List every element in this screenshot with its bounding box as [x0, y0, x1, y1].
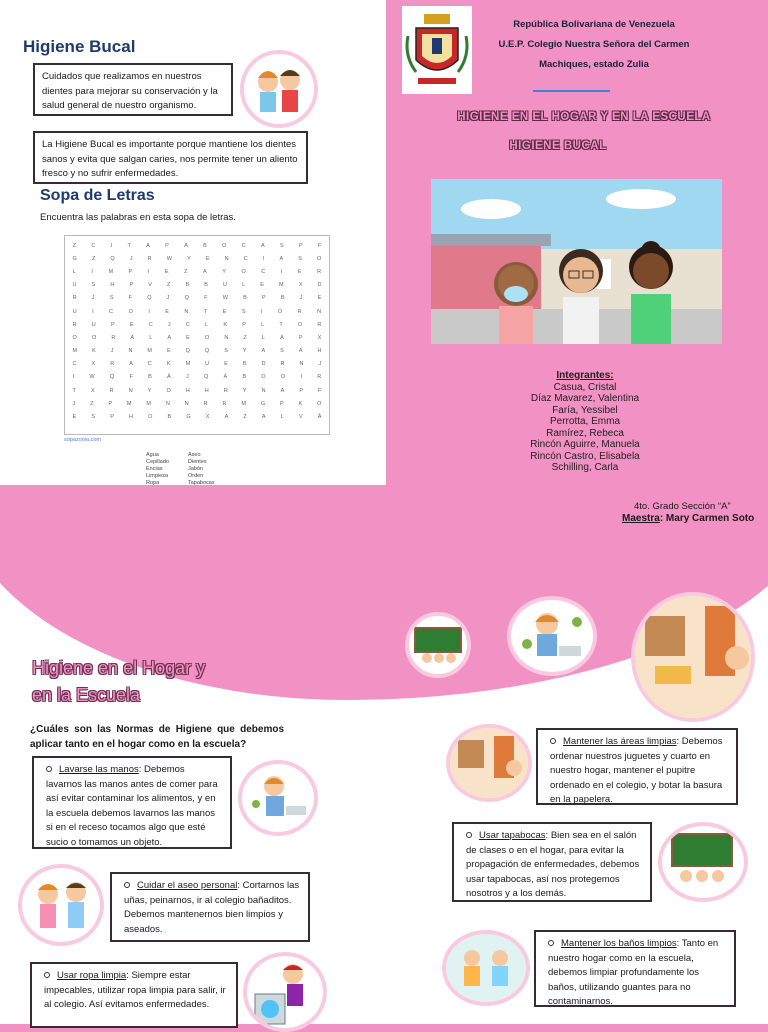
grid-letter[interactable]: Q	[203, 374, 209, 381]
grid-letter[interactable]: I	[110, 242, 113, 249]
grid-letter[interactable]: F	[317, 242, 322, 249]
grid-letter[interactable]: W	[222, 295, 228, 302]
bullet-icon	[44, 972, 50, 978]
grid-letter[interactable]: O	[241, 268, 246, 275]
grid-letter[interactable]: S	[241, 308, 246, 315]
norm-label: Lavarse las manos	[59, 764, 139, 775]
grid-letter[interactable]: Z	[167, 282, 171, 289]
grid-letter[interactable]: R	[223, 387, 228, 394]
grid-letter[interactable]: Y	[187, 255, 191, 262]
cover-subtitle: HIGIENE BUCAL	[509, 140, 607, 152]
grid-letter[interactable]: L	[149, 334, 153, 341]
grid-letter[interactable]: A	[203, 268, 207, 275]
laundry-image	[243, 952, 327, 1032]
member-name: Schilling, Carla	[551, 462, 619, 473]
grid-letter[interactable]: A	[129, 361, 133, 368]
grid-letter[interactable]: B	[203, 242, 207, 249]
grid-letter[interactable]: P	[298, 334, 303, 341]
cover-title: HIGIENE EN EL HOGAR Y EN LA ESCUELA	[457, 111, 711, 123]
grid-letter[interactable]: U	[205, 361, 210, 368]
bathroom-image	[442, 930, 530, 1006]
bullet-icon	[466, 832, 472, 838]
member-name: Rincón Castro, Elisabela	[530, 450, 640, 462]
norms-question: ¿Cuáles son las Normas de Higiene que debemos aplicar tanto en el hogar como en la escuela?	[30, 724, 284, 750]
grid-letter[interactable]: N	[317, 308, 322, 315]
grid-letter[interactable]: I	[148, 308, 150, 315]
section-title-higiene-bucal: Higiene Bucal	[23, 37, 136, 56]
grid-letter[interactable]: C	[241, 242, 246, 249]
grid-letter[interactable]: E	[186, 334, 190, 341]
grid-letter[interactable]: S	[109, 295, 114, 302]
classroom-mask-small-image	[658, 822, 748, 902]
grid-letter[interactable]: J	[185, 374, 189, 381]
hand-washing-small-image	[238, 760, 318, 836]
grid-letter[interactable]: Z	[72, 242, 77, 249]
grid-letter[interactable]: Z	[243, 414, 247, 421]
grid-letter[interactable]: V	[298, 414, 303, 421]
grid-letter[interactable]: E	[164, 268, 169, 275]
grid-letter[interactable]: A	[298, 348, 303, 355]
grid-letter[interactable]: N	[184, 308, 189, 315]
grid-letter[interactable]: I	[280, 268, 283, 275]
teacher-line	[622, 513, 754, 524]
grid-letter[interactable]: C	[148, 321, 153, 328]
grid-row	[65, 345, 329, 358]
grid-letter[interactable]: O	[91, 334, 97, 341]
grid-letter[interactable]: S	[280, 348, 284, 355]
norm-box-hand-washing	[32, 756, 232, 849]
norm-box-personal-care	[110, 872, 310, 942]
grid-letter[interactable]: H	[317, 348, 322, 355]
grid-letter[interactable]: K	[298, 400, 303, 407]
grid-row	[65, 331, 329, 344]
grid-letter[interactable]: P	[165, 242, 169, 249]
grid-letter[interactable]: P	[242, 321, 246, 328]
grid-letter[interactable]: M	[126, 400, 132, 407]
grid-letter[interactable]: J	[110, 348, 114, 355]
norm-label: Mantener las áreas limpias	[563, 736, 677, 747]
grid-letter[interactable]: B	[185, 282, 190, 289]
word-item: Dientes	[188, 459, 207, 465]
norm-text: : Bien sea en el salón de clases o en el hogar, para evitar la propagación de enfermedades, debemos usar tapabocas, así nos protegemos nosotros y a los demás.	[466, 830, 640, 899]
grid-letter[interactable]: F	[129, 374, 133, 381]
grid-row	[65, 371, 329, 384]
grid-letter[interactable]: A	[146, 242, 150, 249]
grid-letter[interactable]: K	[92, 348, 96, 355]
grid-letter[interactable]: X	[317, 334, 322, 341]
member-name: Casua, Cristal	[553, 381, 617, 393]
grid-letter[interactable]: I	[262, 255, 265, 262]
grid-letter[interactable]: P	[298, 242, 303, 249]
grid-letter[interactable]: O	[166, 387, 171, 394]
grid-letter[interactable]: P	[128, 268, 133, 275]
grid-letter[interactable]: R	[72, 321, 77, 328]
grid-letter[interactable]: M	[279, 282, 284, 289]
grid-letter[interactable]: J	[318, 361, 322, 368]
grid-letter[interactable]: L	[280, 414, 284, 421]
grid-letter[interactable]: T	[72, 387, 76, 394]
grid-letter[interactable]: U	[72, 308, 77, 315]
grid-letter[interactable]: E	[224, 361, 228, 368]
grid-letter[interactable]: Z	[90, 400, 94, 407]
grid-letter[interactable]: B	[280, 295, 285, 302]
grid-letter[interactable]: P	[261, 295, 266, 302]
grid-letter[interactable]: H	[110, 282, 115, 289]
grid-letter[interactable]: C	[109, 308, 114, 315]
grid-letter[interactable]: T	[127, 242, 131, 249]
grid-letter[interactable]: P	[110, 414, 114, 421]
grid-letter[interactable]: H	[129, 414, 133, 421]
grid-letter[interactable]: M	[72, 348, 78, 355]
grid-letter[interactable]: Q	[110, 255, 115, 262]
grid-row	[65, 305, 329, 318]
grid-letter[interactable]: I	[92, 308, 94, 315]
word-item: Ropa	[146, 480, 160, 486]
grid-letter[interactable]: Q	[147, 295, 152, 302]
puzzle-title: Sopa de Letras	[40, 187, 155, 204]
grid-row	[65, 265, 329, 278]
grid-letter[interactable]: J	[72, 400, 76, 407]
grid-row	[65, 318, 329, 331]
grid-letter[interactable]: C	[147, 361, 152, 368]
grid-letter[interactable]: W	[89, 374, 95, 381]
grid-letter[interactable]: I	[260, 308, 263, 315]
grid-letter[interactable]: X	[205, 414, 210, 421]
grid-letter[interactable]: M	[108, 268, 114, 275]
grid-letter[interactable]: Á	[223, 374, 228, 381]
word-item: Agua	[146, 452, 159, 458]
grid-letter[interactable]: O	[222, 242, 227, 249]
grid-letter[interactable]: Q	[184, 295, 189, 302]
grid-letter[interactable]: J	[129, 255, 133, 262]
header-line: República Bolivariana de Venezuela	[513, 19, 675, 30]
grid-letter[interactable]: O	[297, 321, 303, 328]
grid-letter[interactable]: L	[72, 268, 76, 275]
grid-letter[interactable]: H	[185, 387, 190, 394]
grid-letter[interactable]: O	[128, 308, 133, 315]
grid-letter[interactable]: G	[260, 400, 266, 407]
grid-letter[interactable]: P	[299, 387, 303, 394]
word-item: Tapabocas	[188, 480, 215, 486]
school-header	[474, 15, 714, 75]
header-divider	[533, 90, 610, 92]
grid-letter[interactable]: K	[223, 321, 227, 328]
norm-label: Usar ropa limpia	[57, 970, 127, 981]
word-list-1	[146, 452, 169, 487]
grid-letter[interactable]: B	[148, 374, 152, 381]
grid-letter[interactable]: O	[148, 414, 153, 421]
grid-letter[interactable]: C	[185, 321, 190, 328]
grid-letter[interactable]: I	[300, 374, 303, 381]
grid-letter[interactable]: J	[91, 295, 95, 302]
grid-letter[interactable]: R	[297, 308, 302, 315]
grid-letter[interactable]: Q	[109, 374, 115, 381]
grid-letter[interactable]: F	[318, 387, 322, 394]
grid-letter[interactable]: L	[242, 282, 246, 289]
norm-text: : Siempre estar impecables, utilizar ropa limpia para salir, ir al colegio. Así evitamos enfermedades.	[44, 970, 226, 1010]
norm-label: Mantener los baños limpios	[561, 938, 677, 949]
grid-letter[interactable]: K	[166, 361, 171, 368]
grid-letter[interactable]: O	[317, 400, 322, 407]
grid-letter[interactable]: C	[72, 361, 77, 368]
grid-letter[interactable]: U	[223, 282, 227, 289]
header-line: U.E.P. Colegio Nuestra Señora del Carmen	[498, 39, 690, 50]
word-item: Cepillado	[146, 459, 169, 465]
puzzle-instructions: Encuentra las palabras en esta sopa de letras.	[40, 212, 236, 223]
grid-letter[interactable]: Y	[222, 268, 226, 275]
grid-letter[interactable]: N	[224, 255, 229, 262]
members-list	[470, 370, 700, 474]
grid-letter[interactable]: O	[72, 334, 77, 341]
grid-letter[interactable]: Á	[317, 414, 322, 421]
teacher-name: : Mary Carmen Soto	[659, 513, 755, 524]
grid-letter[interactable]: C	[243, 255, 248, 262]
grid-letter[interactable]: A	[280, 334, 284, 341]
grid-letter[interactable]: O	[317, 255, 322, 262]
grid-letter[interactable]: F	[204, 295, 208, 302]
grid-letter[interactable]: E	[222, 308, 227, 315]
grid-letter[interactable]: N	[299, 361, 304, 368]
grid-letter[interactable]: N	[261, 387, 266, 394]
norm-box-clean-areas	[536, 728, 738, 805]
grid-letter[interactable]: E	[260, 282, 264, 289]
word-search-grid[interactable]	[64, 235, 330, 435]
grid-letter[interactable]: A	[261, 348, 266, 355]
grid-letter[interactable]: J	[299, 295, 303, 302]
grid-letter[interactable]: R	[111, 334, 116, 341]
member-name: Perrotta, Emma	[549, 416, 621, 427]
grid-row	[65, 384, 329, 397]
grid-letter[interactable]: Á	[167, 374, 171, 381]
grid-letter[interactable]: P	[280, 400, 284, 407]
bullet-icon	[548, 940, 554, 946]
grid-letter[interactable]: V	[148, 282, 152, 289]
classroom-mask-image	[405, 612, 471, 678]
grid-letter[interactable]: E	[317, 295, 322, 302]
grid-letter[interactable]: O	[277, 308, 283, 315]
messy-room-image	[631, 592, 755, 722]
grid-letter[interactable]: N	[165, 400, 170, 407]
hand-washing-image	[507, 596, 597, 676]
grid-letter[interactable]: E	[129, 321, 134, 328]
norm-label: Usar tapabocas	[479, 830, 546, 841]
grid-row	[65, 410, 329, 423]
grid-row	[65, 239, 329, 252]
school-crest-logo	[402, 6, 472, 94]
grid-row	[65, 397, 329, 410]
definition-box: Cuidados que realizamos en nuestros dientes para mejorar su conservación y la salud general de nuestro organismo.	[33, 63, 233, 116]
grid-letter[interactable]: Y	[242, 387, 247, 394]
member-name: Díaz Mavarez, Valentina	[530, 393, 640, 404]
word-list-2	[188, 452, 215, 487]
grid-letter[interactable]: Z	[91, 255, 96, 262]
grid-letter[interactable]: T	[203, 308, 208, 315]
grid-letter[interactable]: N	[184, 400, 189, 407]
grid-letter[interactable]: Z	[184, 268, 188, 275]
grid-letter[interactable]: D	[317, 282, 322, 289]
grid-letter[interactable]: A	[184, 242, 188, 249]
grid-letter[interactable]: L	[261, 321, 265, 328]
grid-letter[interactable]: A	[261, 414, 266, 421]
grid-letter[interactable]: B	[204, 282, 208, 289]
grid-letter[interactable]: S	[91, 414, 96, 421]
grid-letter[interactable]: A	[224, 414, 229, 421]
header-line: Machiques, estado Zulia	[539, 59, 649, 70]
grid-letter[interactable]: E	[297, 268, 302, 275]
school-children-image	[431, 179, 722, 344]
grid-letter[interactable]: I	[72, 374, 75, 381]
grid-letter[interactable]: B	[242, 361, 247, 368]
grid-letter[interactable]: M	[147, 348, 153, 355]
grid-letter[interactable]: B	[243, 295, 247, 302]
grid-letter[interactable]: R	[280, 361, 285, 368]
grid-letter[interactable]: M	[146, 400, 151, 407]
grid-letter[interactable]: J	[166, 295, 170, 302]
word-item: Aseo	[188, 452, 201, 458]
grid-row	[65, 358, 329, 371]
grid-letter[interactable]: Q	[204, 348, 210, 355]
grid-letter[interactable]: T	[279, 321, 283, 328]
norm-text: : Debemos lavarnos las manos antes de comer para así evitar contaminar los alimentos, y en la escuela debemos lavarnos las manos si en el receso tocamos algo que esté sucio o tomamos un objeto.	[46, 764, 218, 848]
grid-letter[interactable]: E	[72, 414, 77, 421]
grid-letter[interactable]: Y	[242, 348, 247, 355]
members-label: Integrantes:	[556, 370, 614, 381]
grid-letter[interactable]: R	[317, 268, 322, 275]
grid-letter[interactable]: U	[72, 282, 77, 289]
importance-box: La Higiene Bucal es importante porque mantiene los dientes sanos y evita que salgan caries, nos permite tener un aliento fresco y no sufrir enfermedades.	[33, 131, 308, 184]
puzzle-source: sopazonia.com	[64, 437, 101, 443]
grid-letter[interactable]: R	[317, 374, 322, 381]
grid-letter[interactable]: R	[109, 387, 114, 394]
grid-letter[interactable]: L	[261, 334, 265, 341]
norm-box-clean-bathrooms	[534, 930, 736, 1007]
grid-letter[interactable]: R	[72, 295, 77, 302]
norm-box-masks	[452, 822, 652, 902]
grid-letter[interactable]: O	[261, 374, 266, 381]
grid-letter[interactable]: P	[110, 321, 115, 328]
norm-label: Cuidar el aseo personal	[137, 880, 238, 891]
member-name: Ramírez, Rebeca	[546, 427, 624, 439]
member-name: Faría, Yessibel	[552, 404, 618, 416]
grid-letter[interactable]: B	[242, 374, 247, 381]
kids-grooming-image	[18, 864, 104, 946]
grid-letter[interactable]: C	[261, 268, 266, 275]
grid-letter[interactable]: O	[280, 374, 286, 381]
grid-letter[interactable]: B	[167, 414, 172, 421]
grid-letter[interactable]: N	[224, 334, 229, 341]
grid-letter[interactable]: U	[91, 321, 96, 328]
grid-letter[interactable]: E	[205, 255, 210, 262]
grid-letter[interactable]: M	[185, 361, 191, 368]
grid-letter[interactable]: X	[298, 282, 303, 289]
grid-letter[interactable]: L	[205, 321, 209, 328]
grid-letter[interactable]: R	[203, 400, 208, 407]
grid-letter[interactable]: Y	[147, 387, 152, 394]
grid-letter[interactable]: E	[165, 308, 169, 315]
grid-letter[interactable]: P	[129, 282, 134, 289]
grid-letter[interactable]: C	[91, 242, 96, 249]
inner-title-line: Higiene en el Hogar y	[32, 658, 206, 678]
grid-letter[interactable]: S	[224, 348, 228, 355]
grid-letter[interactable]: Z	[243, 334, 247, 341]
grid-letter[interactable]: N	[128, 348, 133, 355]
grid-letter[interactable]: S	[298, 255, 302, 262]
grid-letter[interactable]: N	[128, 387, 133, 394]
grid-letter[interactable]: J	[167, 321, 171, 328]
grid-letter[interactable]: R	[110, 361, 115, 368]
grid-letter[interactable]: X	[91, 361, 96, 368]
grid-letter[interactable]: G	[72, 255, 77, 262]
grid-letter[interactable]: M	[241, 400, 246, 407]
grade-section: 4to. Grado Sección “A”	[634, 501, 731, 512]
grid-letter[interactable]: G	[186, 414, 191, 421]
grid-letter[interactable]: R	[222, 400, 227, 407]
grid-letter[interactable]: P	[108, 400, 113, 407]
tidy-room-image	[446, 724, 532, 802]
inner-title	[32, 655, 205, 709]
grid-letter[interactable]: Q	[185, 348, 190, 355]
grid-row	[65, 252, 329, 265]
bullet-icon	[550, 738, 556, 744]
grid-letter[interactable]: A	[279, 255, 284, 262]
bullet-icon	[124, 882, 130, 888]
grid-letter[interactable]: S	[91, 282, 96, 289]
inner-title-line: en la Escuela	[32, 685, 141, 705]
word-item: Orden	[188, 473, 204, 479]
grid-letter[interactable]: A	[130, 334, 135, 341]
grid-letter[interactable]: E	[167, 348, 171, 355]
grid-row	[65, 279, 329, 292]
grid-letter[interactable]: R	[147, 255, 152, 262]
grid-letter[interactable]: R	[317, 321, 322, 328]
norm-text: : Tanto en nuestro hogar como en la escuela, debemos limpiar profundamente los baños, utilizando guantes para no contaminarnos.	[548, 938, 719, 1007]
kids-brushing-image	[240, 50, 318, 128]
grid-row	[65, 292, 329, 305]
grid-letter[interactable]: I	[147, 268, 150, 275]
word-item: Encias	[146, 466, 163, 472]
grid-letter[interactable]: H	[204, 387, 209, 394]
word-item: Jabón	[188, 466, 203, 472]
norm-text: : Cortarnos las uñas, peinarnos, ir al colegio bañaditos. Debemos mantenernos bien limpios y aseados.	[124, 880, 300, 935]
grid-letter[interactable]: D	[261, 361, 266, 368]
bullet-icon	[46, 766, 52, 772]
grid-letter[interactable]: W	[166, 255, 172, 262]
grid-letter[interactable]: O	[204, 334, 210, 341]
norm-text: : Debemos ordenar nuestros juguetes y cuarto en nuestro hogar, mantener el pupitre ordenado en el colegio, y botar la basura en la papelera.	[550, 736, 723, 805]
grid-letter[interactable]: A	[167, 334, 172, 341]
member-name: Rincón Aguirre, Manuela	[530, 439, 640, 450]
grid-letter[interactable]: X	[90, 387, 95, 394]
grid-letter[interactable]: A	[280, 387, 285, 394]
grid-letter[interactable]: S	[279, 242, 284, 249]
grid-letter[interactable]: F	[128, 295, 132, 302]
word-item: Limpieza	[146, 473, 169, 479]
grid-letter[interactable]: A	[261, 242, 265, 249]
norm-box-clean-clothes	[30, 962, 238, 1028]
grid-letter[interactable]: I	[91, 268, 93, 275]
teacher-label: Maestra	[622, 513, 660, 524]
